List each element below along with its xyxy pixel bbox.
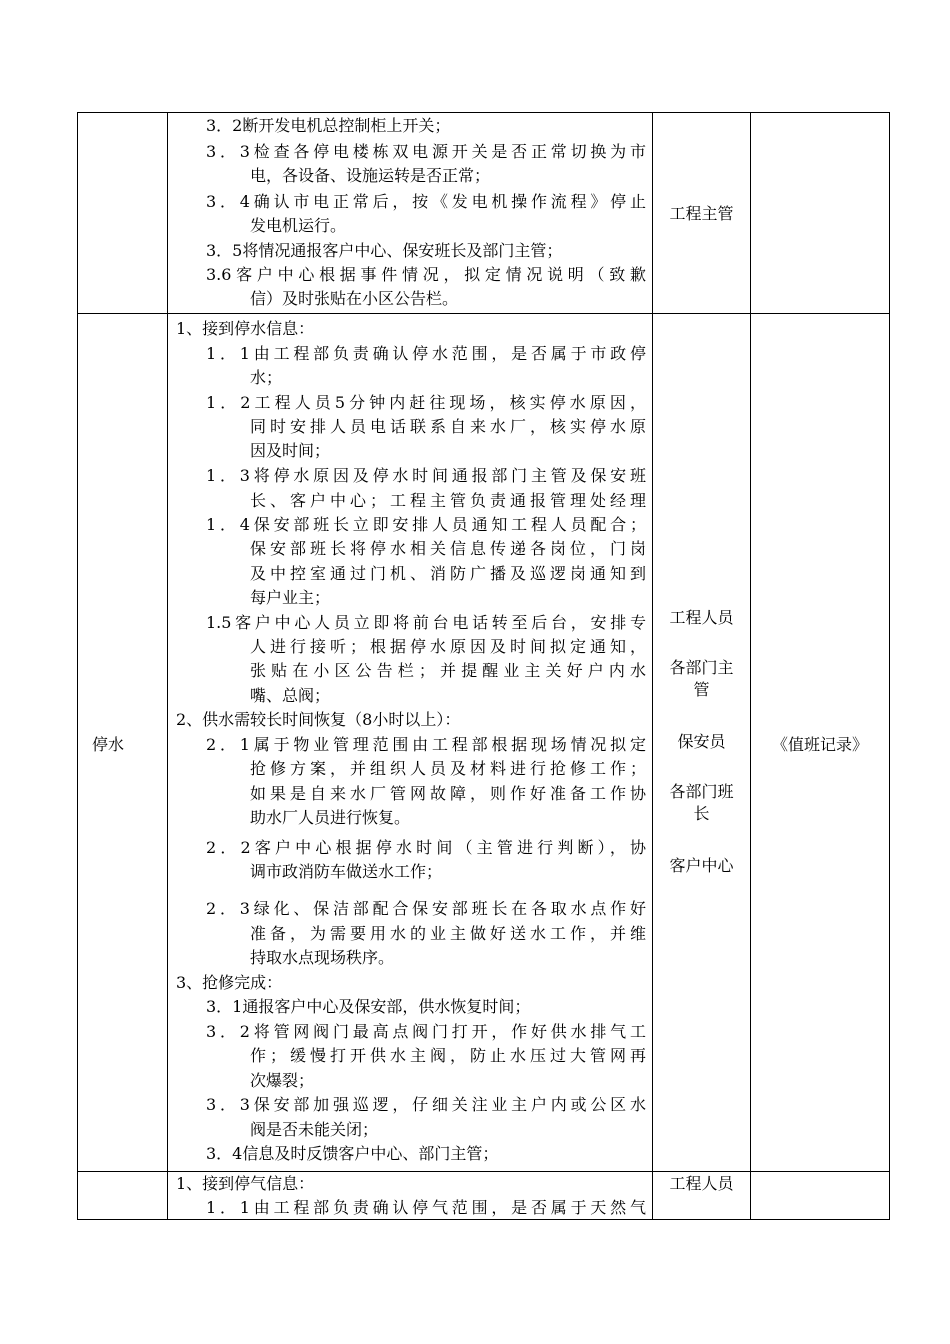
- step-line: 调市政消防车做送水工作；: [250, 862, 443, 881]
- category-cell: 停水: [91, 735, 124, 754]
- step-line: 1．2工程人员5分钟内赶往现场，核实停水原因，: [206, 393, 646, 412]
- row-divider: [78, 313, 889, 314]
- step-line: 2．3绿化、保洁部配合保安部班长在各取水点作好: [206, 899, 646, 918]
- step-line: 长、客户中心；工程主管负责通报管理处经理: [250, 491, 646, 510]
- step-line: 3．1通报客户中心及保安部，供水恢复时间；: [206, 997, 531, 1016]
- step-line: 每户业主；: [250, 588, 331, 607]
- step-line: 3．3保安部加强巡逻，仔细关注业主户内或公区水: [206, 1095, 646, 1114]
- step-line: 2、供水需较长时间恢复（8小时以上）：: [176, 710, 461, 729]
- step-line: 2．1属于物业管理范围由工程部根据现场情况拟定: [206, 735, 646, 754]
- step-line: 阀是否未能关闭；: [250, 1120, 379, 1139]
- step-line: 3.6客户中心根据事件情况，拟定情况说明（致歉: [206, 265, 646, 284]
- column-divider: [750, 113, 751, 1219]
- step-line: 3．2将管网阀门最高点阀门打开，作好供水排气工: [206, 1022, 646, 1041]
- responsible-role: 工程主管: [669, 204, 734, 223]
- step-line: 如果是自来水厂管网故障，则作好准备工作协: [250, 784, 646, 803]
- step-line: 发电机运行。: [250, 216, 347, 235]
- step-line: 3．4确认市电正常后，按《发电机操作流程》停止: [206, 192, 646, 211]
- step-line: 1．1由工程部负责确认停水范围，是否属于市政停: [206, 344, 646, 363]
- step-line: 因及时间；: [250, 441, 331, 460]
- responsible-cell: [653, 1173, 750, 1195]
- step-line: 信）及时张贴在小区公告栏。: [250, 289, 459, 308]
- step-line: 1、接到停水信息：: [176, 319, 315, 338]
- step-line: 保安部班长将停水相关信息传递各岗位，门岗: [250, 539, 646, 558]
- step-line: 1．1由工程部负责确认停气范围，是否属于天然气: [206, 1198, 646, 1217]
- responsible-role: 工程人员: [669, 1174, 734, 1193]
- step-line: 1．4保安部班长立即安排人员通知工程人员配合；: [206, 515, 646, 534]
- step-line: 3．2断开发电机总控制柜上开关；: [206, 116, 451, 135]
- responsible-role: 各部门班长: [669, 782, 734, 823]
- step-line: 3．5将情况通报客户中心、保安班长及部门主管；: [206, 241, 563, 260]
- responsible-cell: [653, 203, 750, 225]
- step-line: 及中控室通过门机、消防广播及巡逻岗通知到: [250, 564, 646, 583]
- step-line: 助水厂人员进行恢复。: [250, 808, 411, 827]
- step-line: 持取水点现场秩序。: [250, 948, 395, 967]
- step-line: 同时安排人员电话联系自来水厂，核实停水原: [250, 417, 646, 436]
- step-line: 2．2客户中心根据停水时间（主管进行判断），协: [206, 838, 646, 857]
- row-divider: [78, 1171, 889, 1172]
- step-line: 3、抢修完成：: [176, 973, 283, 992]
- column-divider: [652, 113, 653, 1219]
- responsible-role: 客户中心: [669, 856, 734, 875]
- step-line: 1、接到停气信息：: [176, 1174, 315, 1193]
- step-line: 电，各设备、设施运转是否正常；: [250, 166, 491, 185]
- step-line: 作；缓慢打开供水主阀，防止水压过大管网再: [250, 1046, 646, 1065]
- step-line: 1．3将停水原因及停水时间通报部门主管及保安班: [206, 466, 646, 485]
- step-line: 准备，为需要用水的业主做好送水工作，并维: [250, 924, 646, 943]
- step-line: 嘴、总阀；: [250, 686, 331, 705]
- responsible-role: 保安员: [677, 732, 726, 751]
- responsible-role: 工程人员: [669, 608, 734, 627]
- step-line: 3．3检查各停电楼栋双电源开关是否正常切换为市: [206, 142, 646, 161]
- step-line: 3．4信息及时反馈客户中心、部门主管；: [206, 1144, 499, 1163]
- step-line: 水；: [250, 368, 283, 387]
- step-line: 人进行接听；根据停水原因及时间拟定通知，: [250, 637, 646, 656]
- record-cell: 《值班记录》: [771, 735, 868, 754]
- step-line: 张贴在小区公告栏；并提醒业主关好户内水: [250, 661, 646, 680]
- column-divider: [167, 113, 168, 1219]
- responsible-role: 各部门主管: [669, 658, 734, 699]
- step-line: 次爆裂；: [250, 1071, 315, 1090]
- step-line: 抢修方案，并组织人员及材料进行抢修工作；: [250, 759, 646, 778]
- procedure-table: [77, 112, 890, 1220]
- step-line: 1.5客户中心人员立即将前台电话转至后台，安排专: [206, 613, 646, 632]
